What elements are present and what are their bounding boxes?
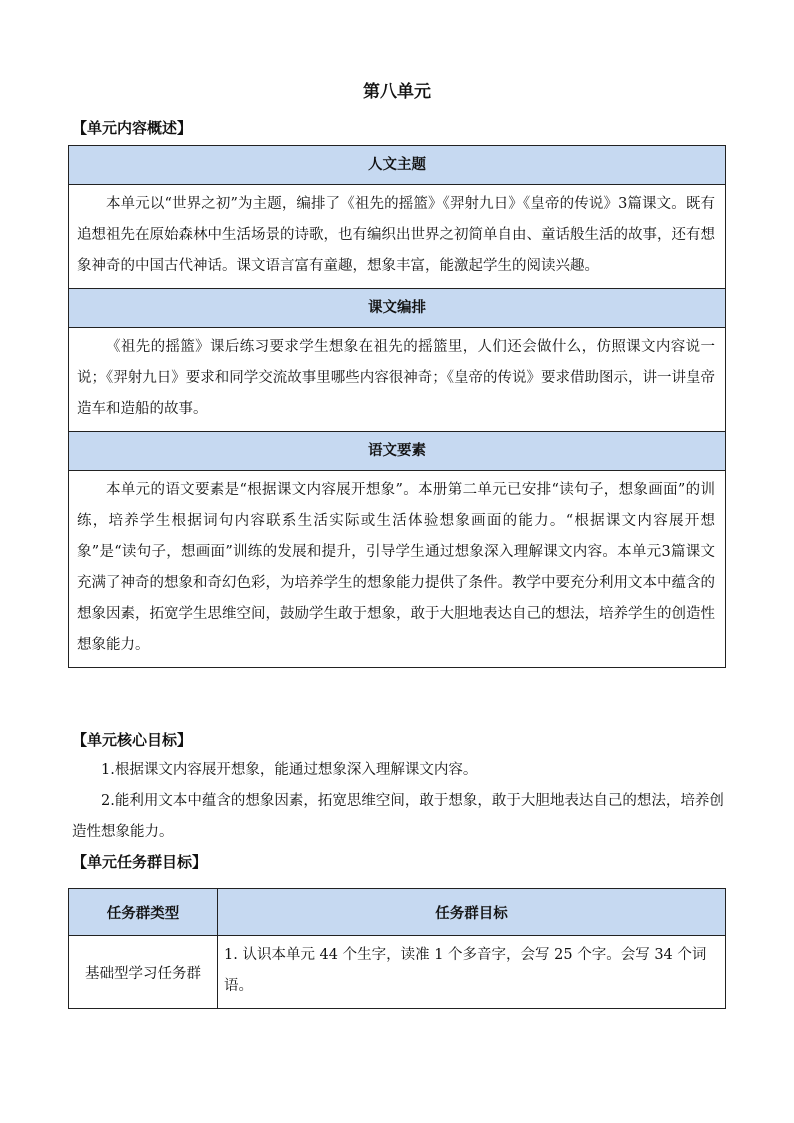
arrangement-header: 课文编排 — [69, 289, 726, 328]
core-goal-item-1: 1.根据课文内容展开想象，能通过想象深入理解课文内容。 — [101, 762, 478, 778]
overview-table — [68, 145, 726, 668]
core-goal-item-2: 2.能利用文本中蕴含的想象因素，拓宽思维空间，敢于想象，敢于大胆地表达自己的想法，培养创造性想象能力。 — [72, 793, 724, 840]
task-type-cell: 基础型学习任务群 — [69, 936, 218, 1009]
core-goals-heading: 【单元核心目标】 — [72, 731, 193, 749]
table-row — [69, 936, 726, 1009]
column-header-goal: 任务群目标 — [218, 889, 726, 936]
page-title: 第八单元 — [363, 82, 431, 102]
table-row — [69, 471, 726, 668]
table-row — [69, 146, 726, 185]
elements-text: 本单元的语文要素是“根据课文内容展开想象”。本册第二单元已安排“读句子，想象画面”的训练，培养学生根据词句内容联系生活实际或生活体验想象画面的能力。“根据课文内容展开想象”是“读句子，想画面”训练的发展和提升，引导学生通过想象深入理解课文内容。本单元3篇课文充满了神奇的想象和奇幻色彩，为培养学生的想象能力提供了条件。教学中要充分利用文本中蕴含的想象因素，拓宽学生思维空间，鼓励学生敢于想象，敢于大胆地表达自己的想法，培养学生的创造性想象能力。 — [69, 471, 726, 668]
task-goals-heading: 【单元任务群目标】 — [72, 853, 208, 871]
table-header-row — [69, 889, 726, 936]
task-goal-cell: 1. 认识本单元 44 个生字，读准 1 个多音字，会写 25 个字。会写 34 个词语。 — [218, 936, 726, 1009]
elements-header: 语文要素 — [69, 432, 726, 471]
column-header-type: 任务群类型 — [69, 889, 218, 936]
theme-text: 本单元以“世界之初”为主题，编排了《祖先的摇篮》《羿射九日》《皇帝的传说》3篇课文。既有追想祖先在原始森林中生活场景的诗歌，也有编织出世界之初简单自由、童话般生活的故事，还有想象神奇的中国古代神话。课文语言富有童趣，想象丰富，能激起学生的阅读兴趣。 — [69, 185, 726, 289]
overview-heading: 【单元内容概述】 — [72, 119, 193, 137]
table-row — [69, 289, 726, 328]
theme-header: 人文主题 — [69, 146, 726, 185]
task-goals-table — [68, 888, 726, 1009]
arrangement-text: 《祖先的摇篮》课后练习要求学生想象在祖先的摇篮里，人们还会做什么，仿照课文内容说一说；《羿射九日》要求和同学交流故事里哪些内容很神奇；《皇帝的传说》要求借助图示，讲一讲皇帝造车和造船的故事。 — [69, 328, 726, 432]
table-row — [69, 328, 726, 432]
table-row — [69, 432, 726, 471]
table-row — [69, 185, 726, 289]
